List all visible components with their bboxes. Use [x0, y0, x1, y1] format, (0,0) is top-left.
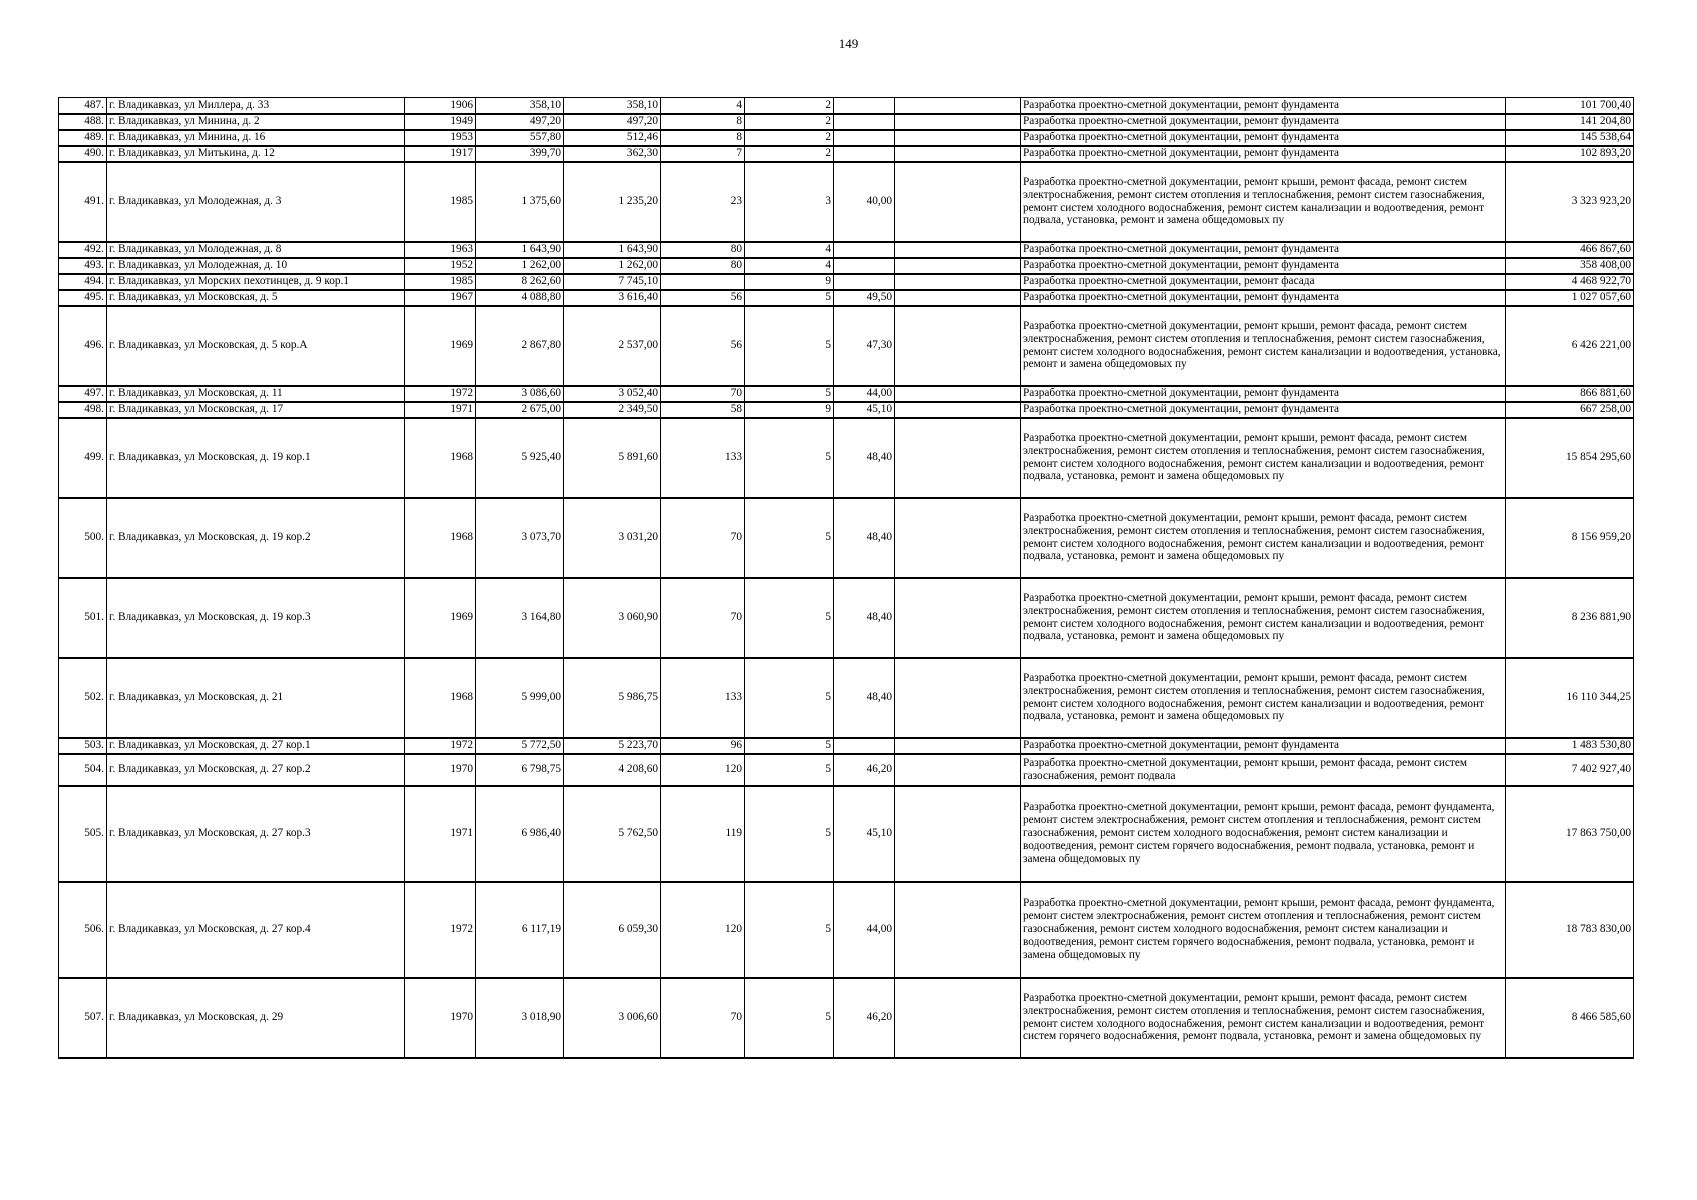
- extra-cell: [895, 978, 1021, 1058]
- address-cell: г. Владикавказ, ул Московская, д. 27 кор.4: [107, 882, 405, 978]
- apartments-cell: [661, 274, 745, 290]
- living-area-cell: 6 059,30: [564, 882, 661, 978]
- total-area-cell: 1 643,90: [476, 242, 564, 258]
- extra-cell: [895, 786, 1021, 882]
- repair-works-cell: Разработка проектно-сметной документации, ремонт фундамента: [1021, 130, 1506, 146]
- address-cell: г. Владикавказ, ул Минина, д. 2: [107, 114, 405, 130]
- apartments-cell: 96: [661, 738, 745, 754]
- year-built-cell: 1917: [405, 146, 476, 162]
- row-number: 492.: [59, 242, 107, 258]
- living-area-cell: 3 006,60: [564, 978, 661, 1058]
- address-cell: г. Владикавказ, ул Московская, д. 27 кор.2: [107, 754, 405, 786]
- total-area-cell: 3 018,90: [476, 978, 564, 1058]
- wear-percent-cell: 44,00: [834, 386, 895, 402]
- cost-cell: 8 236 881,90: [1506, 578, 1634, 658]
- cost-cell: 1 027 057,60: [1506, 290, 1634, 306]
- repair-works-cell: Разработка проектно-сметной документации, ремонт крыши, ремонт фасада, ремонт систем газоснабжения, ремонт подвала: [1021, 754, 1506, 786]
- floors-cell: 5: [745, 498, 834, 578]
- floors-cell: 2: [745, 146, 834, 162]
- table-row: [59, 418, 1634, 498]
- extra-cell: [895, 402, 1021, 418]
- wear-percent-cell: 40,00: [834, 162, 895, 242]
- wear-percent-cell: [834, 242, 895, 258]
- living-area-cell: 5 986,75: [564, 658, 661, 738]
- table-row: [59, 386, 1634, 402]
- apartments-cell: 7: [661, 146, 745, 162]
- year-built-cell: 1971: [405, 786, 476, 882]
- total-area-cell: 1 262,00: [476, 258, 564, 274]
- repair-works-cell: Разработка проектно-сметной документации, ремонт фундамента: [1021, 98, 1506, 114]
- total-area-cell: 2 675,00: [476, 402, 564, 418]
- year-built-cell: 1963: [405, 242, 476, 258]
- wear-percent-cell: [834, 146, 895, 162]
- wear-percent-cell: [834, 738, 895, 754]
- year-built-cell: 1970: [405, 978, 476, 1058]
- floors-cell: 9: [745, 274, 834, 290]
- living-area-cell: 1 643,90: [564, 242, 661, 258]
- wear-percent-cell: 47,30: [834, 306, 895, 386]
- living-area-cell: 358,10: [564, 98, 661, 114]
- apartments-cell: 8: [661, 114, 745, 130]
- total-area-cell: 5 999,00: [476, 658, 564, 738]
- wear-percent-cell: [834, 130, 895, 146]
- table-row: [59, 882, 1634, 978]
- repair-works-cell: Разработка проектно-сметной документации, ремонт крыши, ремонт фасада, ремонт систем электроснабжения, ремонт систем отопления и теплоснабжения, ремонт систем газоснабжения, ремонт систем холодного водоснабжения, ремонт систем канализации и водоотведения, ремонт подвала, установка, ремонт и замена общедомовых пу: [1021, 162, 1506, 242]
- row-number: 498.: [59, 402, 107, 418]
- living-area-cell: 1 235,20: [564, 162, 661, 242]
- table-row: [59, 242, 1634, 258]
- wear-percent-cell: [834, 114, 895, 130]
- address-cell: г. Владикавказ, ул Московская, д. 19 кор.2: [107, 498, 405, 578]
- repair-works-cell: Разработка проектно-сметной документации, ремонт крыши, ремонт фасада, ремонт систем электроснабжения, ремонт систем отопления и теплоснабжения, ремонт систем газоснабжения, ремонт систем холодного водоснабжения, ремонт систем канализации и водоотведения, ремонт подвала, установка, ремонт и замена общедомовых пу: [1021, 578, 1506, 658]
- address-cell: г. Владикавказ, ул Московская, д. 17: [107, 402, 405, 418]
- cost-cell: 1 483 530,80: [1506, 738, 1634, 754]
- address-cell: г. Владикавказ, ул Молодежная, д. 3: [107, 162, 405, 242]
- year-built-cell: 1985: [405, 274, 476, 290]
- year-built-cell: 1972: [405, 386, 476, 402]
- extra-cell: [895, 578, 1021, 658]
- living-area-cell: 3 031,20: [564, 498, 661, 578]
- table-row: [59, 162, 1634, 242]
- cost-cell: 17 863 750,00: [1506, 786, 1634, 882]
- address-cell: г. Владикавказ, ул Московская, д. 27 кор.3: [107, 786, 405, 882]
- address-cell: г. Владикавказ, ул Московская, д. 19 кор.1: [107, 418, 405, 498]
- wear-percent-cell: 45,10: [834, 402, 895, 418]
- repair-works-cell: Разработка проектно-сметной документации, ремонт крыши, ремонт фасада, ремонт фундамента, ремонт систем электроснабжения, ремонт систем отопления и теплоснабжения, ремонт систем газоснабжения, ремонт систем холодного водоснабжения, ремонт систем канализации и водоотведения, ремонт систем горячего водоснабжения, ремонт подвала, установка, ремонт и замена общедомовых пу: [1021, 882, 1506, 978]
- row-number: 503.: [59, 738, 107, 754]
- total-area-cell: 5 925,40: [476, 418, 564, 498]
- total-area-cell: 358,10: [476, 98, 564, 114]
- year-built-cell: 1952: [405, 258, 476, 274]
- extra-cell: [895, 258, 1021, 274]
- row-number: 507.: [59, 978, 107, 1058]
- table-row: [59, 498, 1634, 578]
- apartments-cell: 133: [661, 658, 745, 738]
- year-built-cell: 1971: [405, 402, 476, 418]
- repair-works-cell: Разработка проектно-сметной документации, ремонт крыши, ремонт фасада, ремонт фундамента, ремонт систем электроснабжения, ремонт систем отопления и теплоснабжения, ремонт систем газоснабжения, ремонт систем холодного водоснабжения, ремонт систем канализации и водоотведения, ремонт систем горячего водоснабжения, ремонт подвала, установка, ремонт и замена общедомовых пу: [1021, 786, 1506, 882]
- total-area-cell: 497,20: [476, 114, 564, 130]
- repair-works-cell: Разработка проектно-сметной документации, ремонт фундамента: [1021, 242, 1506, 258]
- table-row: [59, 754, 1634, 786]
- cost-cell: 667 258,00: [1506, 402, 1634, 418]
- repair-works-cell: Разработка проектно-сметной документации, ремонт крыши, ремонт фасада, ремонт систем электроснабжения, ремонт систем отопления и теплоснабжения, ремонт систем газоснабжения, ремонт систем холодного водоснабжения, ремонт систем канализации и водоотведения, ремонт подвала, установка, ремонт и замена общедомовых пу: [1021, 498, 1506, 578]
- apartments-cell: 70: [661, 498, 745, 578]
- address-cell: г. Владикавказ, ул Миллера, д. 33: [107, 98, 405, 114]
- wear-percent-cell: 49,50: [834, 290, 895, 306]
- floors-cell: 2: [745, 98, 834, 114]
- living-area-cell: 512,46: [564, 130, 661, 146]
- table-row: [59, 738, 1634, 754]
- floors-cell: 4: [745, 258, 834, 274]
- floors-cell: 5: [745, 418, 834, 498]
- address-cell: г. Владикавказ, ул Московская, д. 29: [107, 978, 405, 1058]
- row-number: 501.: [59, 578, 107, 658]
- apartments-cell: 80: [661, 242, 745, 258]
- row-number: 504.: [59, 754, 107, 786]
- total-area-cell: 1 375,60: [476, 162, 564, 242]
- repair-works-cell: Разработка проектно-сметной документации, ремонт фундамента: [1021, 386, 1506, 402]
- row-number: 495.: [59, 290, 107, 306]
- floors-cell: 5: [745, 754, 834, 786]
- table-row: [59, 290, 1634, 306]
- extra-cell: [895, 882, 1021, 978]
- year-built-cell: 1985: [405, 162, 476, 242]
- floors-cell: 2: [745, 130, 834, 146]
- apartments-cell: 56: [661, 290, 745, 306]
- year-built-cell: 1972: [405, 738, 476, 754]
- extra-cell: [895, 242, 1021, 258]
- extra-cell: [895, 290, 1021, 306]
- repair-works-cell: Разработка проектно-сметной документации, ремонт фундамента: [1021, 114, 1506, 130]
- total-area-cell: 6 798,75: [476, 754, 564, 786]
- extra-cell: [895, 386, 1021, 402]
- row-number: 496.: [59, 306, 107, 386]
- floors-cell: 5: [745, 578, 834, 658]
- repair-works-cell: Разработка проектно-сметной документации, ремонт крыши, ремонт фасада, ремонт систем электроснабжения, ремонт систем отопления и теплоснабжения, ремонт систем газоснабжения, ремонт систем холодного водоснабжения, ремонт систем канализации и водоотведения, ремонт подвала, установка, ремонт и замена общедомовых пу: [1021, 658, 1506, 738]
- total-area-cell: 6 986,40: [476, 786, 564, 882]
- extra-cell: [895, 162, 1021, 242]
- wear-percent-cell: [834, 98, 895, 114]
- cost-cell: 866 881,60: [1506, 386, 1634, 402]
- floors-cell: 5: [745, 290, 834, 306]
- extra-cell: [895, 146, 1021, 162]
- wear-percent-cell: 48,40: [834, 418, 895, 498]
- address-cell: г. Владикавказ, ул Митькина, д. 12: [107, 146, 405, 162]
- year-built-cell: 1953: [405, 130, 476, 146]
- floors-cell: 5: [745, 738, 834, 754]
- repair-works-cell: Разработка проектно-сметной документации, ремонт крыши, ремонт фасада, ремонт систем электроснабжения, ремонт систем отопления и теплоснабжения, ремонт систем газоснабжения, ремонт систем холодного водоснабжения, ремонт систем канализации и водоотведения, установка, ремонт и замена общедомовых пу: [1021, 306, 1506, 386]
- living-area-cell: 1 262,00: [564, 258, 661, 274]
- repair-works-cell: Разработка проектно-сметной документации, ремонт фундамента: [1021, 402, 1506, 418]
- cost-cell: 8 156 959,20: [1506, 498, 1634, 578]
- cost-cell: 466 867,60: [1506, 242, 1634, 258]
- repair-works-cell: Разработка проектно-сметной документации, ремонт фундамента: [1021, 738, 1506, 754]
- wear-percent-cell: [834, 258, 895, 274]
- table-row: [59, 114, 1634, 130]
- table-row: [59, 306, 1634, 386]
- total-area-cell: 3 164,80: [476, 578, 564, 658]
- living-area-cell: 4 208,60: [564, 754, 661, 786]
- extra-cell: [895, 274, 1021, 290]
- wear-percent-cell: 45,10: [834, 786, 895, 882]
- address-cell: г. Владикавказ, ул Московская, д. 21: [107, 658, 405, 738]
- cost-cell: 8 466 585,60: [1506, 978, 1634, 1058]
- address-cell: г. Владикавказ, ул Молодежная, д. 10: [107, 258, 405, 274]
- floors-cell: 5: [745, 882, 834, 978]
- wear-percent-cell: 48,40: [834, 578, 895, 658]
- cost-cell: 18 783 830,00: [1506, 882, 1634, 978]
- living-area-cell: 362,30: [564, 146, 661, 162]
- total-area-cell: 2 867,80: [476, 306, 564, 386]
- total-area-cell: 399,70: [476, 146, 564, 162]
- total-area-cell: 4 088,80: [476, 290, 564, 306]
- row-number: 488.: [59, 114, 107, 130]
- apartments-cell: 119: [661, 786, 745, 882]
- table-row: [59, 786, 1634, 882]
- total-area-cell: 3 086,60: [476, 386, 564, 402]
- address-cell: г. Владикавказ, ул Московская, д. 27 кор.1: [107, 738, 405, 754]
- repair-works-cell: Разработка проектно-сметной документации, ремонт фундамента: [1021, 146, 1506, 162]
- floors-cell: 5: [745, 978, 834, 1058]
- total-area-cell: 8 262,60: [476, 274, 564, 290]
- total-area-cell: 6 117,19: [476, 882, 564, 978]
- cost-cell: 6 426 221,00: [1506, 306, 1634, 386]
- wear-percent-cell: 44,00: [834, 882, 895, 978]
- row-number: 494.: [59, 274, 107, 290]
- cost-cell: 4 468 922,70: [1506, 274, 1634, 290]
- year-built-cell: 1949: [405, 114, 476, 130]
- row-number: 489.: [59, 130, 107, 146]
- extra-cell: [895, 130, 1021, 146]
- floors-cell: 5: [745, 786, 834, 882]
- row-number: 493.: [59, 258, 107, 274]
- floors-cell: 5: [745, 658, 834, 738]
- year-built-cell: 1968: [405, 418, 476, 498]
- living-area-cell: 3 052,40: [564, 386, 661, 402]
- living-area-cell: 2 349,50: [564, 402, 661, 418]
- year-built-cell: 1970: [405, 754, 476, 786]
- cost-cell: 145 538,64: [1506, 130, 1634, 146]
- table-row: [59, 978, 1634, 1058]
- total-area-cell: 5 772,50: [476, 738, 564, 754]
- apartments-cell: 8: [661, 130, 745, 146]
- table-row: [59, 98, 1634, 114]
- table-row: [59, 146, 1634, 162]
- living-area-cell: 2 537,00: [564, 306, 661, 386]
- table-row: [59, 658, 1634, 738]
- living-area-cell: 7 745,10: [564, 274, 661, 290]
- apartments-cell: 120: [661, 754, 745, 786]
- year-built-cell: 1906: [405, 98, 476, 114]
- apartments-cell: 70: [661, 978, 745, 1058]
- floors-cell: 9: [745, 402, 834, 418]
- cost-cell: 15 854 295,60: [1506, 418, 1634, 498]
- apartments-cell: 70: [661, 578, 745, 658]
- row-number: 505.: [59, 786, 107, 882]
- repair-works-cell: Разработка проектно-сметной документации, ремонт крыши, ремонт фасада, ремонт систем электроснабжения, ремонт систем отопления и теплоснабжения, ремонт систем газоснабжения, ремонт систем холодного водоснабжения, ремонт систем канализации и водоотведения, ремонт подвала, установка, ремонт и замена общедомовых пу: [1021, 418, 1506, 498]
- extra-cell: [895, 754, 1021, 786]
- table-row: [59, 578, 1634, 658]
- row-number: 500.: [59, 498, 107, 578]
- extra-cell: [895, 738, 1021, 754]
- wear-percent-cell: 46,20: [834, 754, 895, 786]
- apartments-cell: 4: [661, 98, 745, 114]
- year-built-cell: 1969: [405, 306, 476, 386]
- cost-cell: 102 893,20: [1506, 146, 1634, 162]
- repair-works-cell: Разработка проектно-сметной документации, ремонт крыши, ремонт фасада, ремонт систем электроснабжения, ремонт систем отопления и теплоснабжения, ремонт систем газоснабжения, ремонт систем холодного водоснабжения, ремонт систем канализации и водоотведения, ремонт систем горячего водоснабжения, ремонт подвала, установка, ремонт и замена общедомовых пу: [1021, 978, 1506, 1058]
- living-area-cell: 497,20: [564, 114, 661, 130]
- wear-percent-cell: 46,20: [834, 978, 895, 1058]
- address-cell: г. Владикавказ, ул Молодежная, д. 8: [107, 242, 405, 258]
- row-number: 497.: [59, 386, 107, 402]
- table-row: [59, 258, 1634, 274]
- extra-cell: [895, 98, 1021, 114]
- year-built-cell: 1969: [405, 578, 476, 658]
- table-row: [59, 130, 1634, 146]
- extra-cell: [895, 498, 1021, 578]
- extra-cell: [895, 306, 1021, 386]
- apartments-cell: 133: [661, 418, 745, 498]
- floors-cell: 5: [745, 306, 834, 386]
- repair-works-cell: Разработка проектно-сметной документации, ремонт фасада: [1021, 274, 1506, 290]
- living-area-cell: 5 223,70: [564, 738, 661, 754]
- year-built-cell: 1972: [405, 882, 476, 978]
- table-row: [59, 402, 1634, 418]
- row-number: 506.: [59, 882, 107, 978]
- extra-cell: [895, 658, 1021, 738]
- floors-cell: 5: [745, 386, 834, 402]
- cost-cell: 141 204,80: [1506, 114, 1634, 130]
- wear-percent-cell: 48,40: [834, 658, 895, 738]
- address-cell: г. Владикавказ, ул Минина, д. 16: [107, 130, 405, 146]
- year-built-cell: 1967: [405, 290, 476, 306]
- living-area-cell: 3 616,40: [564, 290, 661, 306]
- repair-works-cell: Разработка проектно-сметной документации, ремонт фундамента: [1021, 258, 1506, 274]
- year-built-cell: 1968: [405, 658, 476, 738]
- row-number: 502.: [59, 658, 107, 738]
- apartments-cell: 70: [661, 386, 745, 402]
- cost-cell: 7 402 927,40: [1506, 754, 1634, 786]
- cost-cell: 358 408,00: [1506, 258, 1634, 274]
- living-area-cell: 3 060,90: [564, 578, 661, 658]
- apartments-cell: 56: [661, 306, 745, 386]
- apartments-cell: 23: [661, 162, 745, 242]
- address-cell: г. Владикавказ, ул Московская, д. 5 кор.А: [107, 306, 405, 386]
- cost-cell: 16 110 344,25: [1506, 658, 1634, 738]
- address-cell: г. Владикавказ, ул Московская, д. 5: [107, 290, 405, 306]
- extra-cell: [895, 418, 1021, 498]
- housing-repair-table: [58, 97, 1634, 1059]
- floors-cell: 3: [745, 162, 834, 242]
- cost-cell: 101 700,40: [1506, 98, 1634, 114]
- living-area-cell: 5 762,50: [564, 786, 661, 882]
- floors-cell: 2: [745, 114, 834, 130]
- total-area-cell: 557,80: [476, 130, 564, 146]
- row-number: 487.: [59, 98, 107, 114]
- living-area-cell: 5 891,60: [564, 418, 661, 498]
- address-cell: г. Владикавказ, ул Московская, д. 19 кор.3: [107, 578, 405, 658]
- apartments-cell: 58: [661, 402, 745, 418]
- total-area-cell: 3 073,70: [476, 498, 564, 578]
- apartments-cell: 120: [661, 882, 745, 978]
- apartments-cell: 80: [661, 258, 745, 274]
- floors-cell: 4: [745, 242, 834, 258]
- table-row: [59, 274, 1634, 290]
- page-number: 149: [838, 36, 859, 51]
- address-cell: г. Владикавказ, ул Московская, д. 11: [107, 386, 405, 402]
- row-number: 499.: [59, 418, 107, 498]
- row-number: 491.: [59, 162, 107, 242]
- row-number: 490.: [59, 146, 107, 162]
- cost-cell: 3 323 923,20: [1506, 162, 1634, 242]
- extra-cell: [895, 114, 1021, 130]
- wear-percent-cell: 48,40: [834, 498, 895, 578]
- year-built-cell: 1968: [405, 498, 476, 578]
- address-cell: г. Владикавказ, ул Морских пехотинцев, д. 9 кор.1: [107, 274, 405, 290]
- wear-percent-cell: [834, 274, 895, 290]
- repair-works-cell: Разработка проектно-сметной документации, ремонт фундамента: [1021, 290, 1506, 306]
